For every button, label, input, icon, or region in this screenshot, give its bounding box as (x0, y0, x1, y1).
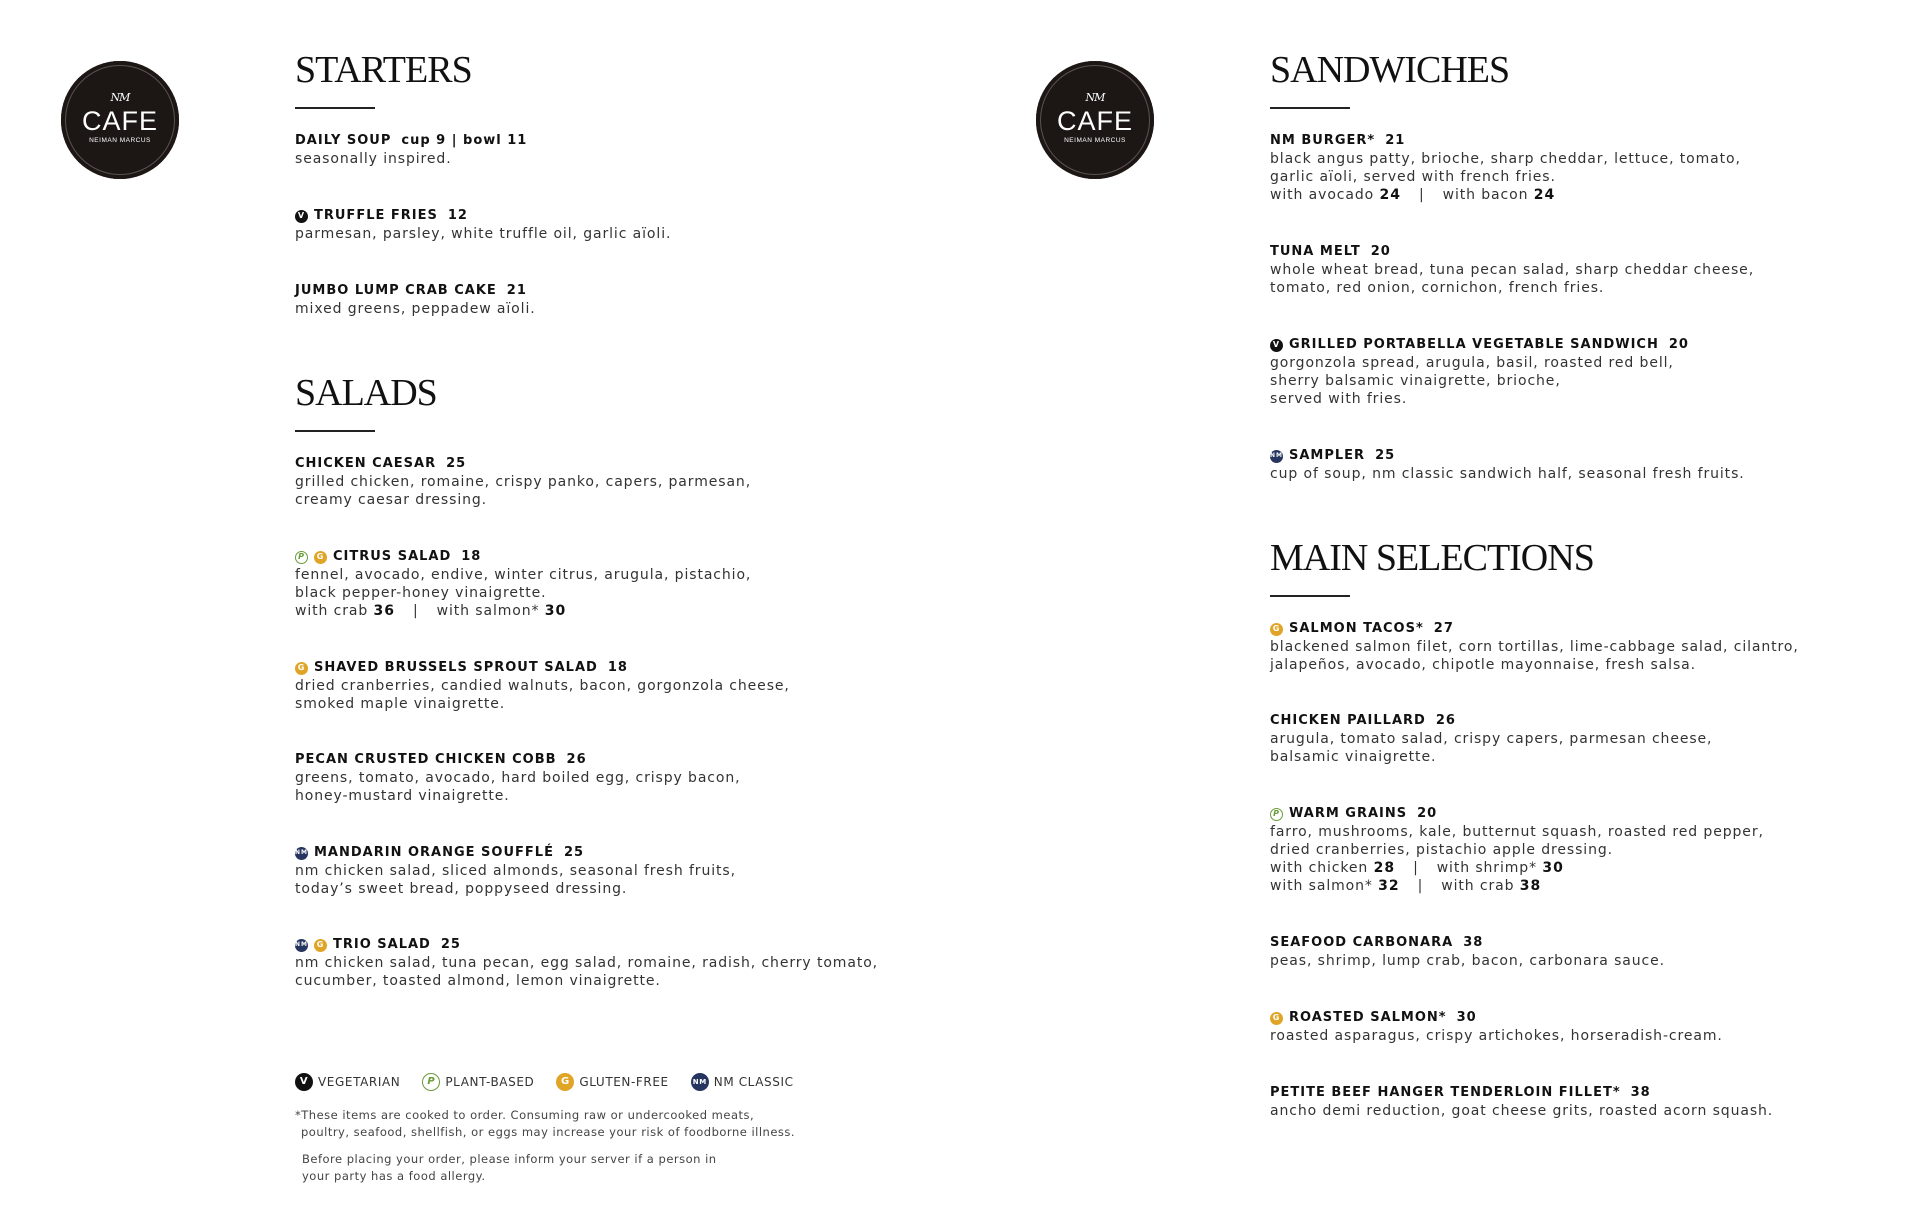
item-description: ancho demi reduction, goat cheese grits, roasted acorn squash. (1270, 1103, 1774, 1119)
addon-label: with crab (1441, 878, 1515, 894)
item-addons: with avocado 24 | with bacon 24 (1270, 187, 1556, 203)
section-divider (1270, 595, 1350, 597)
section-heading-salads: SALADS (295, 372, 437, 414)
item-description: nm chicken salad, sliced almonds, seasonal fresh fruits, (295, 863, 736, 879)
addon-label: with shrimp* (1436, 860, 1537, 876)
addon-price: 24 (1533, 187, 1556, 203)
item-price: 38 (1463, 935, 1484, 950)
menu-item (1270, 132, 1741, 204)
item-price: 26 (1435, 713, 1456, 728)
menu-item (1270, 336, 1689, 408)
addon-price: 28 (1373, 860, 1396, 876)
logo-subtitle: NEIMAN MARCUS (1064, 137, 1126, 144)
item-price: 25 (563, 845, 585, 860)
item-description: smoked maple vinaigrette. (295, 696, 506, 712)
menu-item (1270, 447, 1745, 483)
logo-monogram: NM (110, 91, 130, 104)
item-description: cucumber, toasted almond, lemon vinaigrette. (295, 973, 661, 989)
item-description: roasted asparagus, crispy artichokes, horseradish-cream. (1270, 1028, 1723, 1044)
vegetarian-icon: V (295, 210, 308, 223)
item-name: MANDARIN ORANGE SOUFFLÉ (314, 845, 554, 860)
gluten-free-icon: G (556, 1073, 574, 1091)
legend-label: NM CLASSIC (713, 1075, 794, 1089)
section-heading-starters: STARTERS (295, 49, 472, 91)
item-description: cup of soup, nm classic sandwich half, seasonal fresh fruits. (1270, 466, 1745, 482)
item-name: ROASTED SALMON* (1289, 1010, 1447, 1025)
menu-item (1270, 1084, 1773, 1120)
item-description: dried cranberries, pistachio apple dressing. (1270, 842, 1614, 858)
menu-item (295, 282, 536, 318)
dietary-legend (295, 1073, 816, 1091)
legend-item (556, 1073, 668, 1091)
gluten-free-icon: G (295, 662, 308, 675)
item-description: served with fries. (1270, 391, 1408, 407)
item-name: CHICKEN PAILLARD (1270, 713, 1426, 728)
item-name: WARM GRAINS (1289, 806, 1408, 821)
item-price: 25 (440, 937, 461, 952)
addon-label: with chicken (1270, 860, 1369, 876)
item-name: JUMBO LUMP CRAB CAKE (295, 283, 497, 298)
section-heading-sandwiches: SANDWICHES (1270, 49, 1510, 91)
item-price: 12 (447, 208, 468, 223)
item-description: peas, shrimp, lump crab, bacon, carbonara sauce. (1270, 953, 1665, 969)
menu-item (295, 207, 671, 243)
section-divider (1270, 107, 1350, 109)
logo-monogram: NM (1085, 91, 1105, 104)
nm-classic-icon: NM (295, 847, 308, 860)
item-addons: with crab 36 | with salmon* 30 (295, 603, 567, 619)
plant-based-icon: P (422, 1073, 440, 1091)
item-price: 27 (1433, 621, 1454, 636)
item-price: 25 (446, 456, 467, 471)
menu-item (1270, 934, 1665, 970)
item-description: tomato, red onion, cornichon, french fries. (1270, 280, 1605, 296)
addon-label: with bacon (1442, 187, 1529, 203)
plant-based-icon: P (1270, 808, 1283, 821)
section-divider (295, 107, 375, 109)
cafe-logo (1036, 61, 1154, 179)
menu-item (1270, 712, 1712, 766)
item-description: arugula, tomato salad, crispy capers, parmesan cheese, (1270, 731, 1713, 747)
item-price: 30 (1456, 1010, 1477, 1025)
addon-label: with avocado (1270, 187, 1375, 203)
logo-subtitle: NEIMAN MARCUS (89, 137, 151, 144)
nm-classic-icon: NM (295, 939, 308, 952)
item-price: 18 (607, 660, 628, 675)
item-addons: with chicken 28 | with shrimp* 30 (1270, 860, 1564, 876)
legend-label: VEGETARIAN (318, 1075, 401, 1089)
menu-item (295, 936, 878, 990)
plant-based-icon: P (295, 551, 308, 564)
item-price: 21 (1385, 133, 1406, 148)
menu-item (1270, 805, 1764, 895)
item-name: CHICKEN CAESAR (295, 456, 437, 471)
item-price: 25 (1375, 448, 1396, 463)
menu-item (1270, 1009, 1723, 1045)
item-price: 20 (1417, 806, 1438, 821)
item-description: parmesan, parsley, white truffle oil, garlic aïoli. (295, 226, 672, 242)
gluten-free-icon: G (1270, 623, 1283, 636)
menu-item (295, 751, 741, 805)
item-price: 20 (1668, 337, 1689, 352)
item-description: gorgonzola spread, arugula, basil, roasted red bell, (1270, 355, 1674, 371)
gluten-free-icon: G (314, 551, 327, 564)
addon-price: 30 (544, 603, 567, 619)
item-name: TRIO SALAD (333, 937, 431, 952)
item-description: farro, mushrooms, kale, butternut squash, roasted red pepper, (1270, 824, 1764, 840)
addon-label: with salmon* (436, 603, 540, 619)
item-name: SEAFOOD CARBONARA (1270, 935, 1454, 950)
item-description: black angus patty, brioche, sharp cheddar, lettuce, tomato, (1270, 151, 1741, 167)
legend-label: PLANT-BASED (445, 1075, 535, 1089)
gluten-free-icon: G (1270, 1012, 1283, 1025)
item-description: whole wheat bread, tuna pecan salad, sharp cheddar cheese, (1270, 262, 1755, 278)
item-name: TRUFFLE FRIES (314, 208, 438, 223)
legend-item (422, 1073, 534, 1091)
cafe-logo (61, 61, 179, 179)
disclaimer-line: your party has a food allergy. (302, 1169, 486, 1183)
legend-item (691, 1073, 794, 1091)
addon-label: with crab (295, 603, 369, 619)
item-price: cup 9 | bowl 11 (401, 133, 528, 148)
item-description: jalapeños, avocado, chipotle mayonnaise, fresh salsa. (1270, 657, 1696, 673)
item-description: nm chicken salad, tuna pecan, egg salad, romaine, radish, cherry tomato, (295, 955, 879, 971)
item-description: blackened salmon filet, corn tortillas, lime-cabbage salad, cilantro, (1270, 639, 1799, 655)
raw-food-disclaimer (295, 1107, 795, 1141)
addon-price: 36 (373, 603, 396, 619)
item-name: SALMON TACOS* (1289, 621, 1424, 636)
item-price: 38 (1630, 1085, 1651, 1100)
addon-price: 32 (1378, 878, 1400, 894)
item-name: NM BURGER* (1270, 133, 1376, 148)
addon-price: 38 (1519, 878, 1542, 894)
item-name: GRILLED PORTABELLA VEGETABLE SANDWICH (1289, 337, 1659, 352)
menu-item (295, 455, 751, 509)
menu-item (295, 548, 751, 620)
item-description: sherry balsamic vinaigrette, brioche, (1270, 373, 1561, 389)
item-description: seasonally inspired. (295, 151, 452, 167)
item-name: PECAN CRUSTED CHICKEN COBB (295, 752, 557, 767)
disclaimer-line: poultry, seafood, shellfish, or eggs may increase your risk of foodborne illness. (301, 1125, 796, 1139)
nm-classic-icon: NM (1270, 450, 1283, 463)
nm-classic-icon: NM (691, 1073, 709, 1091)
item-name: SHAVED BRUSSELS SPROUT SALAD (314, 660, 598, 675)
item-description: black pepper-honey vinaigrette. (295, 585, 547, 601)
item-name: CITRUS SALAD (333, 549, 452, 564)
addon-label: with salmon* (1270, 878, 1373, 894)
item-description: grilled chicken, romaine, crispy panko, capers, parmesan, (295, 474, 752, 490)
item-description: balsamic vinaigrette. (1270, 749, 1437, 765)
logo-name: CAFE (1056, 106, 1133, 136)
gluten-free-icon: G (314, 939, 327, 952)
disclaimer-line: Before placing your order, please inform your server if a person in (302, 1152, 717, 1166)
item-addons: with salmon* 32 | with crab 38 (1270, 878, 1542, 894)
item-name: DAILY SOUP (295, 133, 392, 148)
item-name: SAMPLER (1289, 448, 1366, 463)
menu-item (295, 659, 790, 713)
menu-item (1270, 620, 1799, 674)
addon-price: 30 (1542, 860, 1564, 876)
item-name: TUNA MELT (1270, 244, 1361, 259)
item-description: mixed greens, peppadew aïoli. (295, 301, 536, 317)
item-description: creamy caesar dressing. (295, 492, 488, 508)
item-price: 26 (566, 752, 587, 767)
item-price: 21 (506, 283, 527, 298)
item-price: 20 (1370, 244, 1391, 259)
item-name: PETITE BEEF HANGER TENDERLOIN FILLET* (1270, 1085, 1621, 1100)
item-description: today’s sweet bread, poppyseed dressing. (295, 881, 628, 897)
item-description: greens, tomato, avocado, hard boiled egg, crispy bacon, (295, 770, 741, 786)
allergy-disclaimer (302, 1151, 717, 1185)
section-heading-main-selections: MAIN SELECTIONS (1270, 537, 1594, 579)
menu-item (295, 132, 527, 168)
vegetarian-icon: V (1270, 339, 1283, 352)
legend-item (295, 1073, 400, 1091)
legend-label: GLUTEN-FREE (579, 1075, 669, 1089)
disclaimer-line: *These items are cooked to order. Consuming raw or undercooked meats, (295, 1108, 755, 1122)
menu-item (295, 844, 736, 898)
item-description: garlic aïoli, served with french fries. (1270, 169, 1556, 185)
item-description: fennel, avocado, endive, winter citrus, arugula, pistachio, (295, 567, 752, 583)
item-description: honey-mustard vinaigrette. (295, 788, 510, 804)
item-description: dried cranberries, candied walnuts, bacon, gorgonzola cheese, (295, 678, 790, 694)
addon-price: 24 (1379, 187, 1401, 203)
section-divider (295, 430, 375, 432)
logo-name: CAFE (81, 106, 158, 136)
item-price: 18 (461, 549, 482, 564)
vegetarian-icon: V (295, 1073, 313, 1091)
menu-item (1270, 243, 1754, 297)
